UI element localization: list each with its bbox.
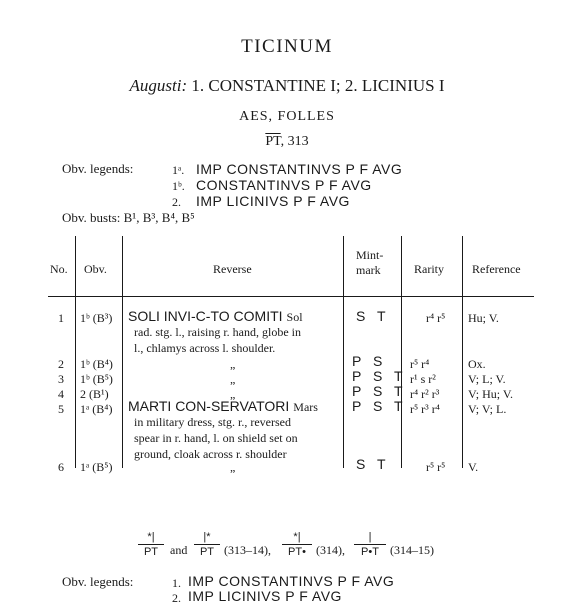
reverse-legend: MARTI CON-SERVATORI — [128, 398, 290, 414]
row-number: 1 — [58, 311, 64, 325]
reverse-description: spear in r. hand, l. on shield set on — [134, 431, 298, 445]
and-text: and — [170, 543, 188, 557]
reverse-description: in military dress, stg. r., reversed — [134, 415, 291, 429]
row-obverse: 1ᵇ (B⁵) — [80, 372, 113, 386]
obv-legend-num: 1ᵇ. — [172, 179, 185, 193]
column-divider — [401, 236, 402, 468]
mintmark-fraction: *| PT — [138, 530, 164, 559]
column-divider — [75, 236, 76, 468]
row-number: 3 — [58, 372, 64, 386]
obv-legend-num: 2. — [172, 591, 181, 605]
row-reference: V; L; V. — [468, 372, 506, 386]
header-obv: Obv. — [84, 262, 107, 276]
header-mint-2: mark — [356, 263, 381, 277]
augusti-line — [0, 76, 574, 96]
obv-busts: Obv. busts: B¹, B³, B⁴, B⁵ — [62, 210, 195, 225]
column-divider — [343, 236, 344, 468]
row-rarity: r⁵ r³ r⁴ — [410, 402, 440, 416]
header-no: No. — [50, 262, 68, 276]
row-mintmark: S T — [356, 308, 390, 324]
obv-legends-label: Obv. legends: — [62, 161, 134, 176]
header-reverse: Reverse — [213, 262, 252, 276]
row-obverse: 2 (B¹) — [80, 387, 109, 401]
ditto-mark: „ — [230, 357, 236, 371]
row-number: 6 — [58, 460, 64, 474]
obv-legend-num: 1. — [172, 576, 181, 590]
reverse-legend: SOLI INVI-C-TO COMITI — [128, 308, 283, 324]
row-rarity: r⁵ r⁴ — [410, 357, 430, 371]
reverse-description: ground, cloak across r. shoulder — [134, 447, 287, 461]
ditto-mark: „ — [230, 387, 236, 401]
header-rule — [48, 296, 534, 297]
obv-legends-label: Obv. legends: — [62, 574, 134, 589]
row-mintmark: P S — [352, 353, 387, 369]
obv-legend-text: IMP CONSTANTINVS P F AVG — [188, 573, 395, 589]
mintmark-fraction: | P•T — [354, 530, 386, 559]
header-mint-1: Mint- — [356, 248, 384, 262]
obv-legend-num: 2. — [172, 195, 181, 209]
row-rarity: r⁴ r² r³ — [410, 387, 440, 401]
reverse-description: Mars — [293, 400, 318, 414]
row-reverse-line — [128, 308, 303, 326]
mintmark-fraction: |* PT — [194, 530, 220, 559]
mint-mark-date: , 313 — [280, 134, 309, 149]
row-reference: V. — [468, 460, 479, 474]
obv-legend-text: IMP CONSTANTINVS P F AVG — [196, 161, 403, 177]
ditto-mark: „ — [230, 372, 236, 386]
date-text: (314), — [316, 543, 345, 557]
reverse-description: Sol — [286, 310, 303, 324]
row-mintmark: S T — [356, 456, 390, 472]
mintmark-fraction: *| PT• — [282, 530, 312, 559]
obv-legend-text: IMP LICINIVS P F AVG — [196, 193, 350, 209]
row-rarity: r⁵ r⁵ — [426, 460, 446, 474]
row-reference: Hu; V. — [468, 311, 499, 325]
augusti-label: Augusti: — [129, 76, 188, 95]
obv-legend-num: 1ᵃ. — [172, 163, 185, 177]
row-obverse: 1ᵇ (B³) — [80, 311, 113, 325]
mint-mark-heading — [0, 134, 574, 150]
header-rarity: Rarity — [414, 262, 444, 276]
obv-legend-text: CONSTANTINVS P F AVG — [196, 177, 372, 193]
row-obverse: 1ᵃ (B⁴) — [80, 402, 113, 416]
row-number: 2 — [58, 357, 64, 371]
row-reverse-line — [128, 398, 318, 416]
row-number: 5 — [58, 402, 64, 416]
row-mintmark: P S T — [352, 398, 407, 414]
column-divider — [122, 236, 123, 468]
ditto-mark: „ — [230, 460, 236, 474]
row-reference: V; V; L. — [468, 402, 507, 416]
mint-mark-pt: $\overline{PT}$ — [265, 134, 281, 149]
row-rarity: r⁴ r⁵ — [426, 311, 446, 325]
column-divider — [462, 236, 463, 468]
row-mintmark: P S T — [352, 368, 407, 384]
row-obverse: 1ᵇ (B⁴) — [80, 357, 113, 371]
page-title: TICINUM — [241, 36, 333, 57]
reverse-description: rad. stg. l., raising r. hand, globe in — [134, 325, 301, 339]
series-title: AES, FOLLES — [239, 109, 335, 124]
date-text: (314–15) — [390, 543, 434, 557]
header-reference: Reference — [472, 262, 521, 276]
row-number: 4 — [58, 387, 64, 401]
row-obverse: 1ᵃ (B⁵) — [80, 460, 113, 474]
augusti-text: 1. CONSTANTINE I; 2. LICINIUS I — [191, 76, 445, 95]
obv-legend-text: IMP LICINIVS P F AVG — [188, 588, 342, 604]
row-mintmark: P S T — [352, 383, 407, 399]
reverse-description: l., chlamys across l. shoulder. — [134, 341, 276, 355]
row-reference: V; Hu; V. — [468, 387, 514, 401]
date-text: (313–14), — [224, 543, 271, 557]
row-rarity: r¹ s r² — [410, 372, 436, 386]
row-reference: Ox. — [468, 357, 486, 371]
